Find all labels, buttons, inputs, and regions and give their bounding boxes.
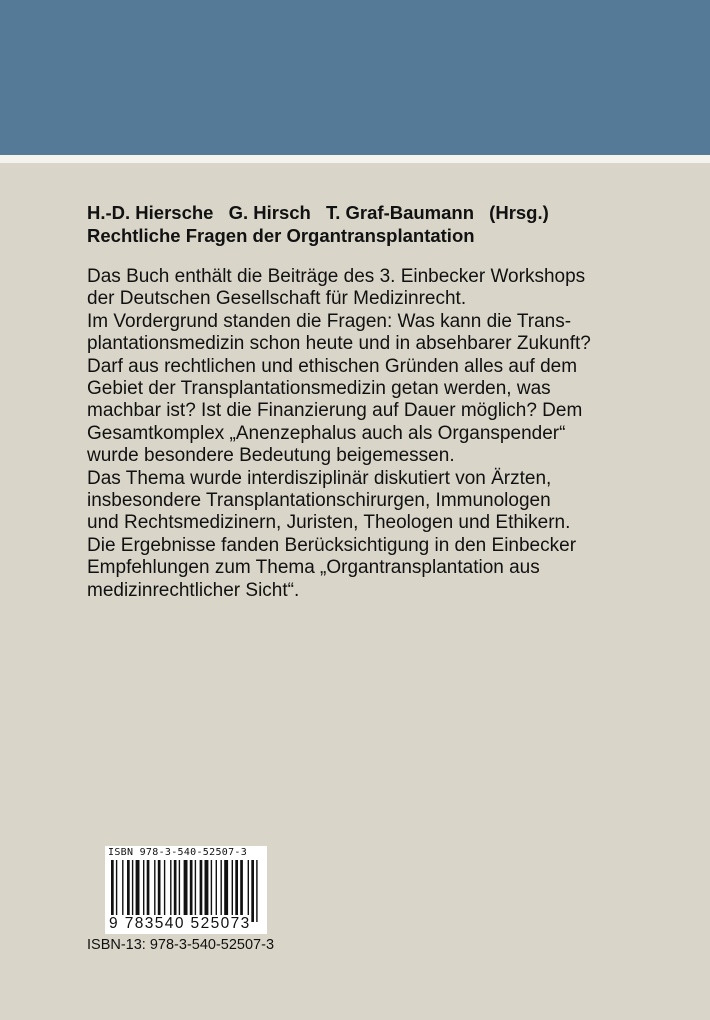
description-line: wurde besondere Bedeutung beigemessen. (87, 445, 455, 467)
barcode-bar (179, 860, 180, 922)
book-title: Rechtliche Fragen der Organtransplantation (87, 225, 475, 246)
barcode-bar (232, 860, 233, 922)
description-line: und Rechtsmedizinern, Juristen, Theologen und Ethikern. (87, 512, 571, 534)
barcode-bar (211, 860, 212, 922)
description-line: Die Ergebnisse fanden Berücksichtigung in den Einbecker (87, 534, 577, 556)
author-3: T. Graf-Baumann (326, 202, 475, 223)
description-line: Gesamtkomplex „Anenzephalus auch als Organspender“ (87, 422, 566, 444)
description-line: plantationsmedizin schon heute und in absehbarer Zukunft? (87, 333, 591, 355)
description-line: medizinrechtlicher Sicht“. (87, 579, 300, 601)
barcode-bar (190, 860, 193, 922)
barcode-bar (184, 860, 188, 922)
isbn-barcode (105, 846, 267, 934)
barcode-digits: 9 783540 525073 (109, 915, 251, 932)
cover-color-band (0, 0, 710, 155)
barcode-bar (205, 860, 209, 922)
barcode-bar (170, 860, 171, 922)
barcode-bar (147, 860, 150, 922)
barcode-bar (216, 860, 217, 922)
barcode-bar (136, 860, 140, 922)
barcode-bar (174, 860, 177, 922)
barcode-isbn-label: ISBN 978-3-540-52507-3 (108, 847, 248, 858)
barcode-bars-graphic (111, 860, 261, 922)
author-1: H.-D. Hiersche (87, 202, 214, 223)
description-line: insbesondere Transplantationschirurgen, Immunologen (87, 490, 551, 512)
description-line: Das Thema wurde interdisziplinär diskutiert von Ärzten, (87, 467, 552, 489)
barcode-bar (235, 860, 238, 922)
barcode-bar (256, 860, 257, 922)
barcode-bar (111, 860, 114, 922)
description-line: Das Buch enthält die Beiträge des 3. Einbecker Workshops (87, 266, 586, 287)
editors-note: (Hrsg.) (489, 202, 549, 223)
description-line: Empfehlungen zum Thema „Organtransplantation aus (87, 557, 540, 579)
barcode-bar (195, 860, 196, 922)
barcode-bar (154, 860, 155, 922)
barcode-bar (224, 860, 228, 922)
barcode-bar (248, 860, 249, 922)
description-line: Darf aus rechtlichen und ethischen Gründen alles auf dem (87, 355, 578, 377)
description-line: Im Vordergrund standen die Fragen: Was kann die Trans- (87, 310, 572, 332)
description-line: der Deutschen Gesellschaft für Medizinrecht. (87, 288, 467, 310)
description-line: Gebiet der Transplantationsmedizin getan werden, was (87, 378, 551, 400)
barcode-bar (116, 860, 117, 922)
barcode-bar (221, 860, 222, 922)
barcode-bar (132, 860, 133, 922)
description-line: machbar ist? Ist die Finanzierung auf Dauer möglich? Dem (87, 400, 583, 422)
barcode-bar (240, 860, 243, 922)
cover-divider-rule (0, 155, 710, 163)
barcode-bar (164, 860, 165, 922)
barcode-bar (200, 860, 203, 922)
barcode-bar (122, 860, 123, 922)
barcode-bar (158, 860, 161, 922)
barcode-bar (127, 860, 130, 922)
barcode-bar (143, 860, 144, 922)
isbn-13-text: ISBN-13: 978-3-540-52507-3 (87, 937, 275, 953)
authors-line (87, 202, 559, 224)
barcode-bar (251, 860, 254, 922)
author-2: G. Hirsch (228, 202, 311, 223)
book-description (87, 266, 687, 602)
